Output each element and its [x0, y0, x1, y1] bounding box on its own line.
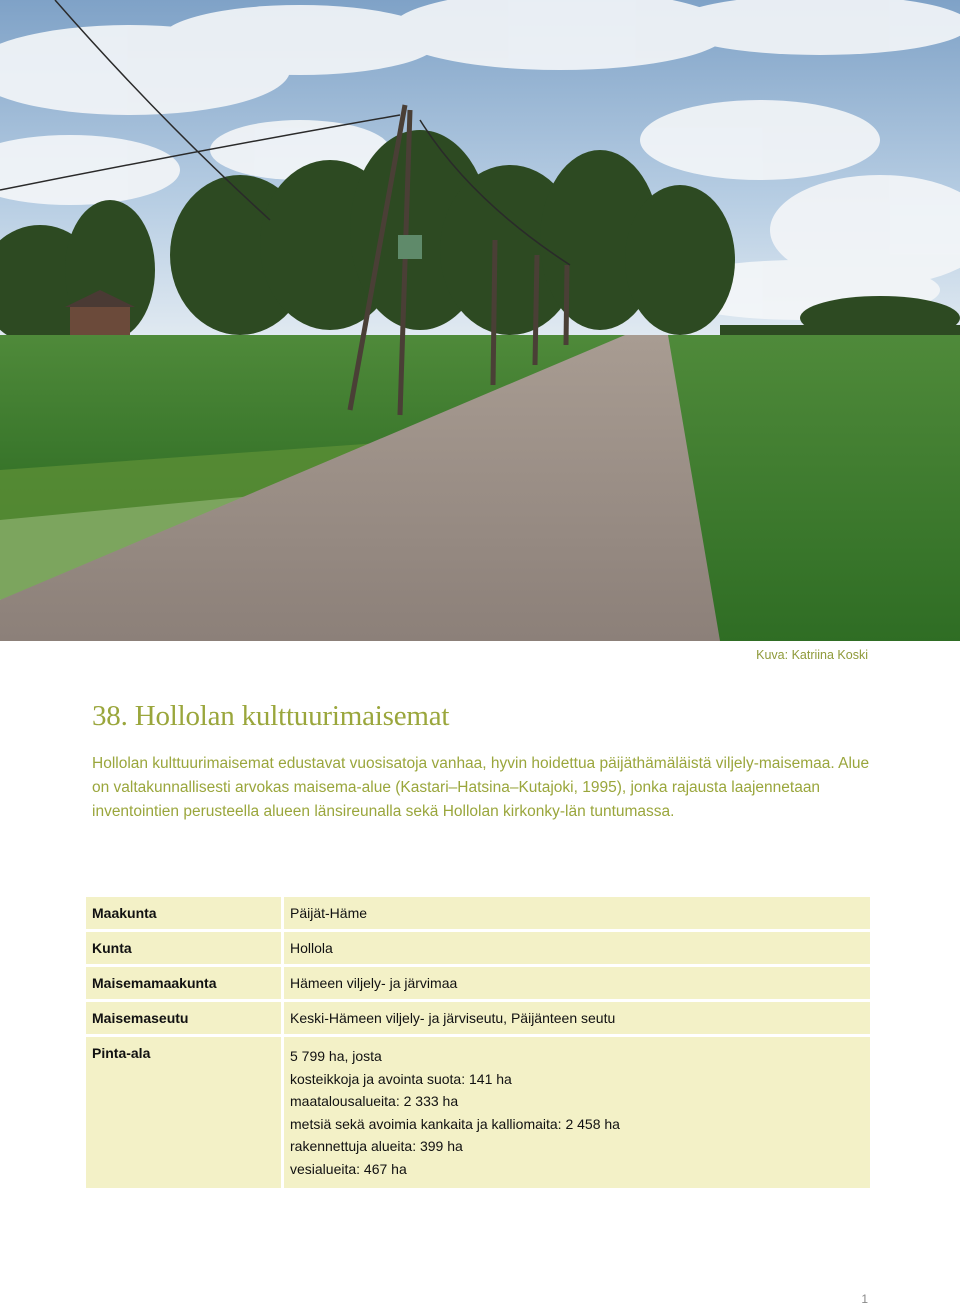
- page-number: 1: [861, 1292, 868, 1306]
- table-row: [86, 932, 870, 964]
- table-row: [86, 967, 870, 999]
- area-line: vesialueita: 467 ha: [290, 1160, 407, 1177]
- row-label: Maakunta: [86, 897, 284, 929]
- house: [70, 305, 130, 335]
- page-title: 38. Hollolan kulttuurimaisemat: [92, 700, 450, 732]
- area-line: rakennettuja alueita: 399 ha: [290, 1138, 463, 1154]
- row-label: Maisemamaakunta: [86, 967, 284, 999]
- row-value: Hollola: [284, 932, 870, 964]
- table-row-area: [86, 1037, 870, 1188]
- intro-paragraph: Hollolan kulttuurimaisemat edustavat vuosisatoja vanhaa, hyvin hoidettua päijäthämäläistä viljely-maisemaa. Alue on valtakunnallisesti arvokas maisema-alue (Kastari–Hatsina–Kutajoki, 1995), jonka rajausta laajennetaan inventointien perusteella alueen länsireunalla sekä Hollolan kirkonky-län tuntumassa.: [92, 755, 870, 821]
- area-line: maatalousalueita: 2 333 ha: [290, 1093, 459, 1109]
- landscape-photo: [0, 0, 960, 641]
- area-line: metsiä sekä avoimia kankaita ja kalliomaita: 2 458 ha: [290, 1115, 620, 1132]
- row-value: Keski-Hämeen viljely- ja järviseutu, Päijänteen seutu: [284, 1002, 870, 1034]
- row-label: Maisemaseutu: [86, 1002, 284, 1034]
- area-line: kosteikkoja ja avointa suota: 141 ha: [290, 1070, 512, 1087]
- table-row: [86, 897, 870, 929]
- area-line: 5 799 ha, josta: [290, 1048, 382, 1064]
- table-row: [86, 1002, 870, 1034]
- photo-credit: Kuva: Katriina Koski: [756, 648, 868, 662]
- area-breakdown: [284, 1037, 870, 1188]
- row-label: Pinta-ala: [86, 1037, 284, 1188]
- row-label: Kunta: [86, 932, 284, 964]
- info-table: [86, 894, 870, 1191]
- row-value: Hämeen viljely- ja järvimaa: [284, 967, 870, 999]
- row-value: Päijät-Häme: [284, 897, 870, 929]
